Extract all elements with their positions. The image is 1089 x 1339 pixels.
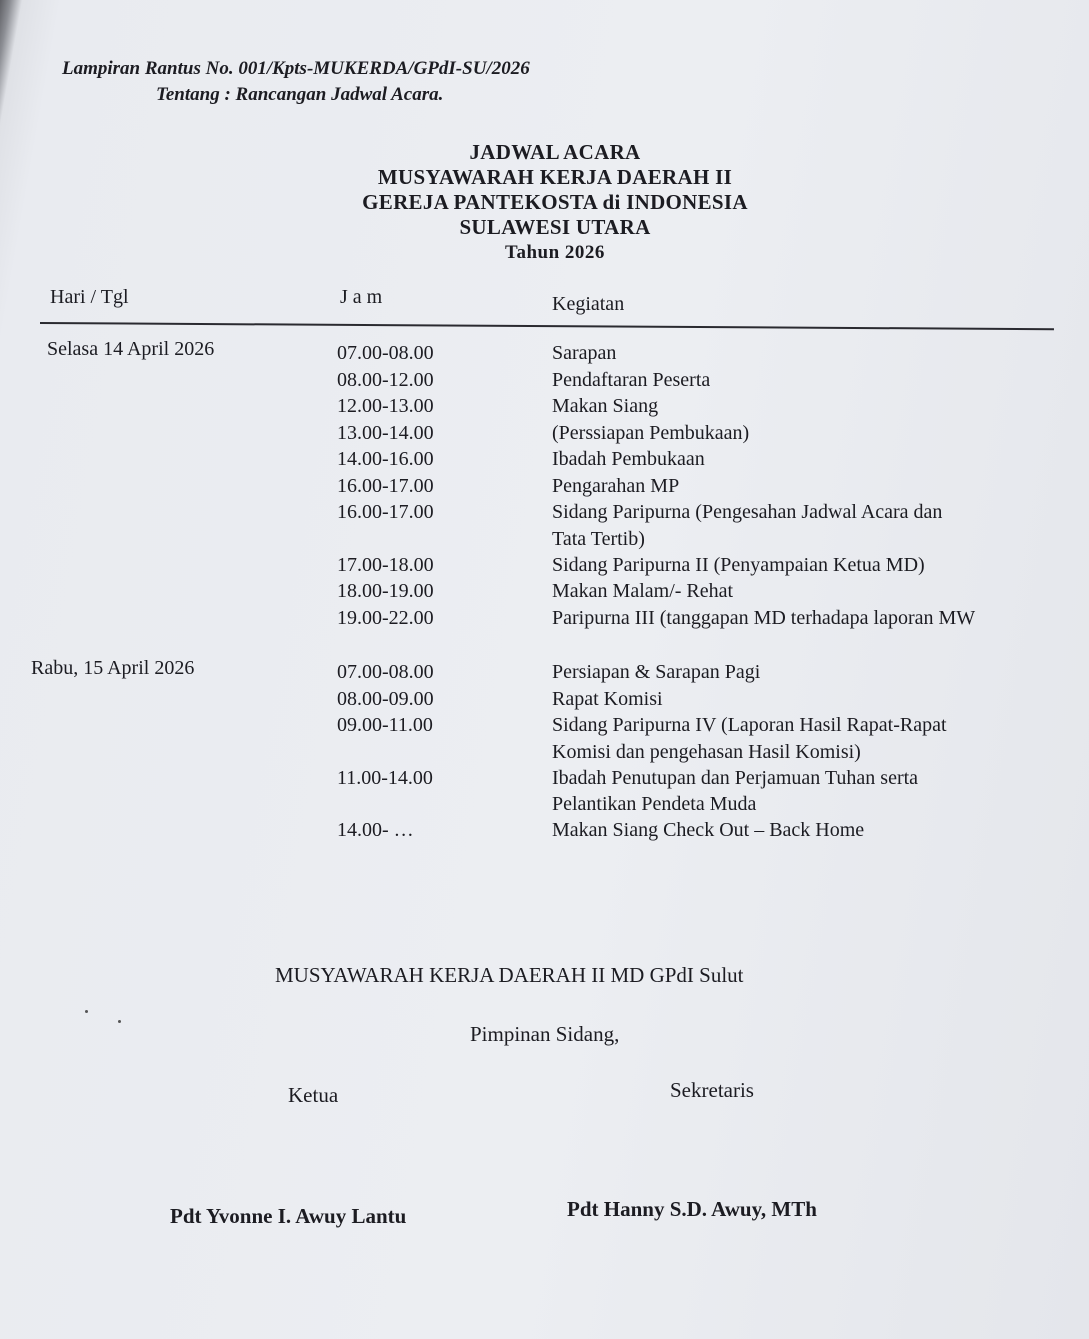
row-time: 14.00-16.00	[337, 448, 434, 470]
schedule-row	[0, 712, 1089, 739]
schedule-row	[0, 526, 1089, 552]
row-time: 16.00-17.00	[337, 474, 434, 497]
row-activity: Tata Tertib)	[552, 527, 645, 550]
title-line-4: SULAWESI UTARA	[459, 215, 651, 239]
row-time: 13.00-14.00	[337, 421, 434, 444]
row-activity: Persiapan & Sarapan Pagi	[552, 661, 761, 683]
title-year: Tahun 2026	[505, 242, 605, 263]
row-time: 11.00-14.00	[337, 766, 433, 789]
sekretaris-name: Pdt Hanny S.D. Awuy, MTh	[567, 1197, 817, 1221]
sekretaris-role: Sekretaris	[670, 1078, 754, 1102]
paper-speck	[85, 1010, 88, 1013]
row-time: 18.00-19.00	[337, 580, 434, 602]
day-date: Selasa 14 April 2026	[47, 338, 215, 360]
schedule-row	[0, 686, 1089, 713]
footer-organization: MUSYAWARAH KERJA DAERAH II MD GPdI Sulut	[275, 963, 744, 987]
row-activity: Pendaftaran Peserta	[552, 368, 711, 391]
row-time: 17.00-18.00	[337, 553, 434, 576]
schedule-row	[0, 578, 1089, 605]
schedule-row	[0, 499, 1089, 526]
row-time: 16.00-17.00	[337, 501, 434, 523]
schedule-row	[0, 659, 1089, 686]
document-title	[300, 140, 810, 265]
row-activity: Rapat Komisi	[552, 687, 663, 710]
row-activity: Pelantikan Pendeta Muda	[552, 793, 757, 815]
row-time: 09.00-11.00	[337, 714, 433, 736]
row-activity: Sidang Paripurna (Pengesahan Jadwal Acara dan	[552, 501, 943, 523]
column-header-day: Hari / Tgl	[50, 286, 129, 308]
row-activity: Ibadah Penutupan dan Perjamuan Tuhan serta	[552, 766, 919, 789]
column-header-activity: Kegiatan	[552, 293, 625, 315]
schedule-row	[0, 817, 1089, 844]
header-divider	[40, 322, 1054, 330]
day-block	[0, 659, 1089, 844]
schedule-row	[0, 420, 1089, 447]
paper-speck	[118, 1020, 121, 1023]
row-activity: Ibadah Pembukaan	[552, 448, 705, 470]
row-activity: Makan Malam/- Rehat	[552, 580, 734, 602]
lampiran-line: Lampiran Rantus No. 001/Kpts-MUKERDA/GPdI-SU/2026	[62, 58, 530, 79]
tentang-line: Tentang : Rancangan Jadwal Acara.	[156, 84, 444, 105]
row-time: 12.00-13.00	[337, 395, 434, 417]
schedule-row	[0, 552, 1089, 579]
row-activity: Sarapan	[552, 342, 617, 364]
day-block	[0, 340, 1089, 631]
schedule-row	[0, 473, 1089, 500]
schedule-row	[0, 739, 1089, 765]
row-time: 19.00-22.00	[337, 606, 434, 629]
title-line-3: GEREJA PANTEKOSTA di INDONESIA	[362, 190, 748, 214]
ketua-role: Ketua	[288, 1083, 339, 1107]
row-activity: Makan Siang Check Out – Back Home	[552, 819, 865, 841]
row-time: 07.00-08.00	[337, 661, 434, 683]
schedule-row	[0, 605, 1089, 632]
row-activity: Paripurna III (tanggapan MD terhadapa laporan MW	[552, 606, 976, 629]
schedule-row	[0, 367, 1089, 394]
row-activity: Pengarahan MP	[552, 474, 680, 497]
ketua-name: Pdt Yvonne I. Awuy Lantu	[170, 1204, 407, 1228]
schedule-row	[0, 446, 1089, 473]
row-time: 08.00-12.00	[337, 368, 434, 391]
schedule-row	[0, 791, 1089, 817]
row-activity: Komisi dan pengehasan Hasil Komisi)	[552, 740, 861, 763]
row-activity: Sidang Paripurna IV (Laporan Hasil Rapat-Rapat	[552, 714, 947, 736]
schedule-row	[0, 765, 1089, 792]
title-line-1: JADWAL ACARA	[469, 140, 641, 164]
row-activity: Sidang Paripurna II (Penyampaian Ketua MD)	[552, 553, 925, 576]
column-header-time: J a m	[340, 286, 383, 308]
schedule-row	[0, 393, 1089, 420]
row-time: 07.00-08.00	[337, 342, 434, 364]
footer-pimpinan: Pimpinan Sidang,	[470, 1022, 620, 1046]
row-activity: (Perssiapan Pembukaan)	[552, 421, 750, 444]
row-time: 08.00-09.00	[337, 687, 434, 710]
row-time: 14.00- …	[337, 819, 414, 841]
day-date: Rabu, 15 April 2026	[31, 657, 195, 679]
schedule-row	[0, 340, 1089, 367]
title-line-2: MUSYAWARAH KERJA DAERAH II	[377, 165, 733, 189]
row-activity: Makan Siang	[552, 395, 659, 417]
schedule-table	[0, 340, 1089, 844]
attachment-reference	[62, 56, 530, 108]
